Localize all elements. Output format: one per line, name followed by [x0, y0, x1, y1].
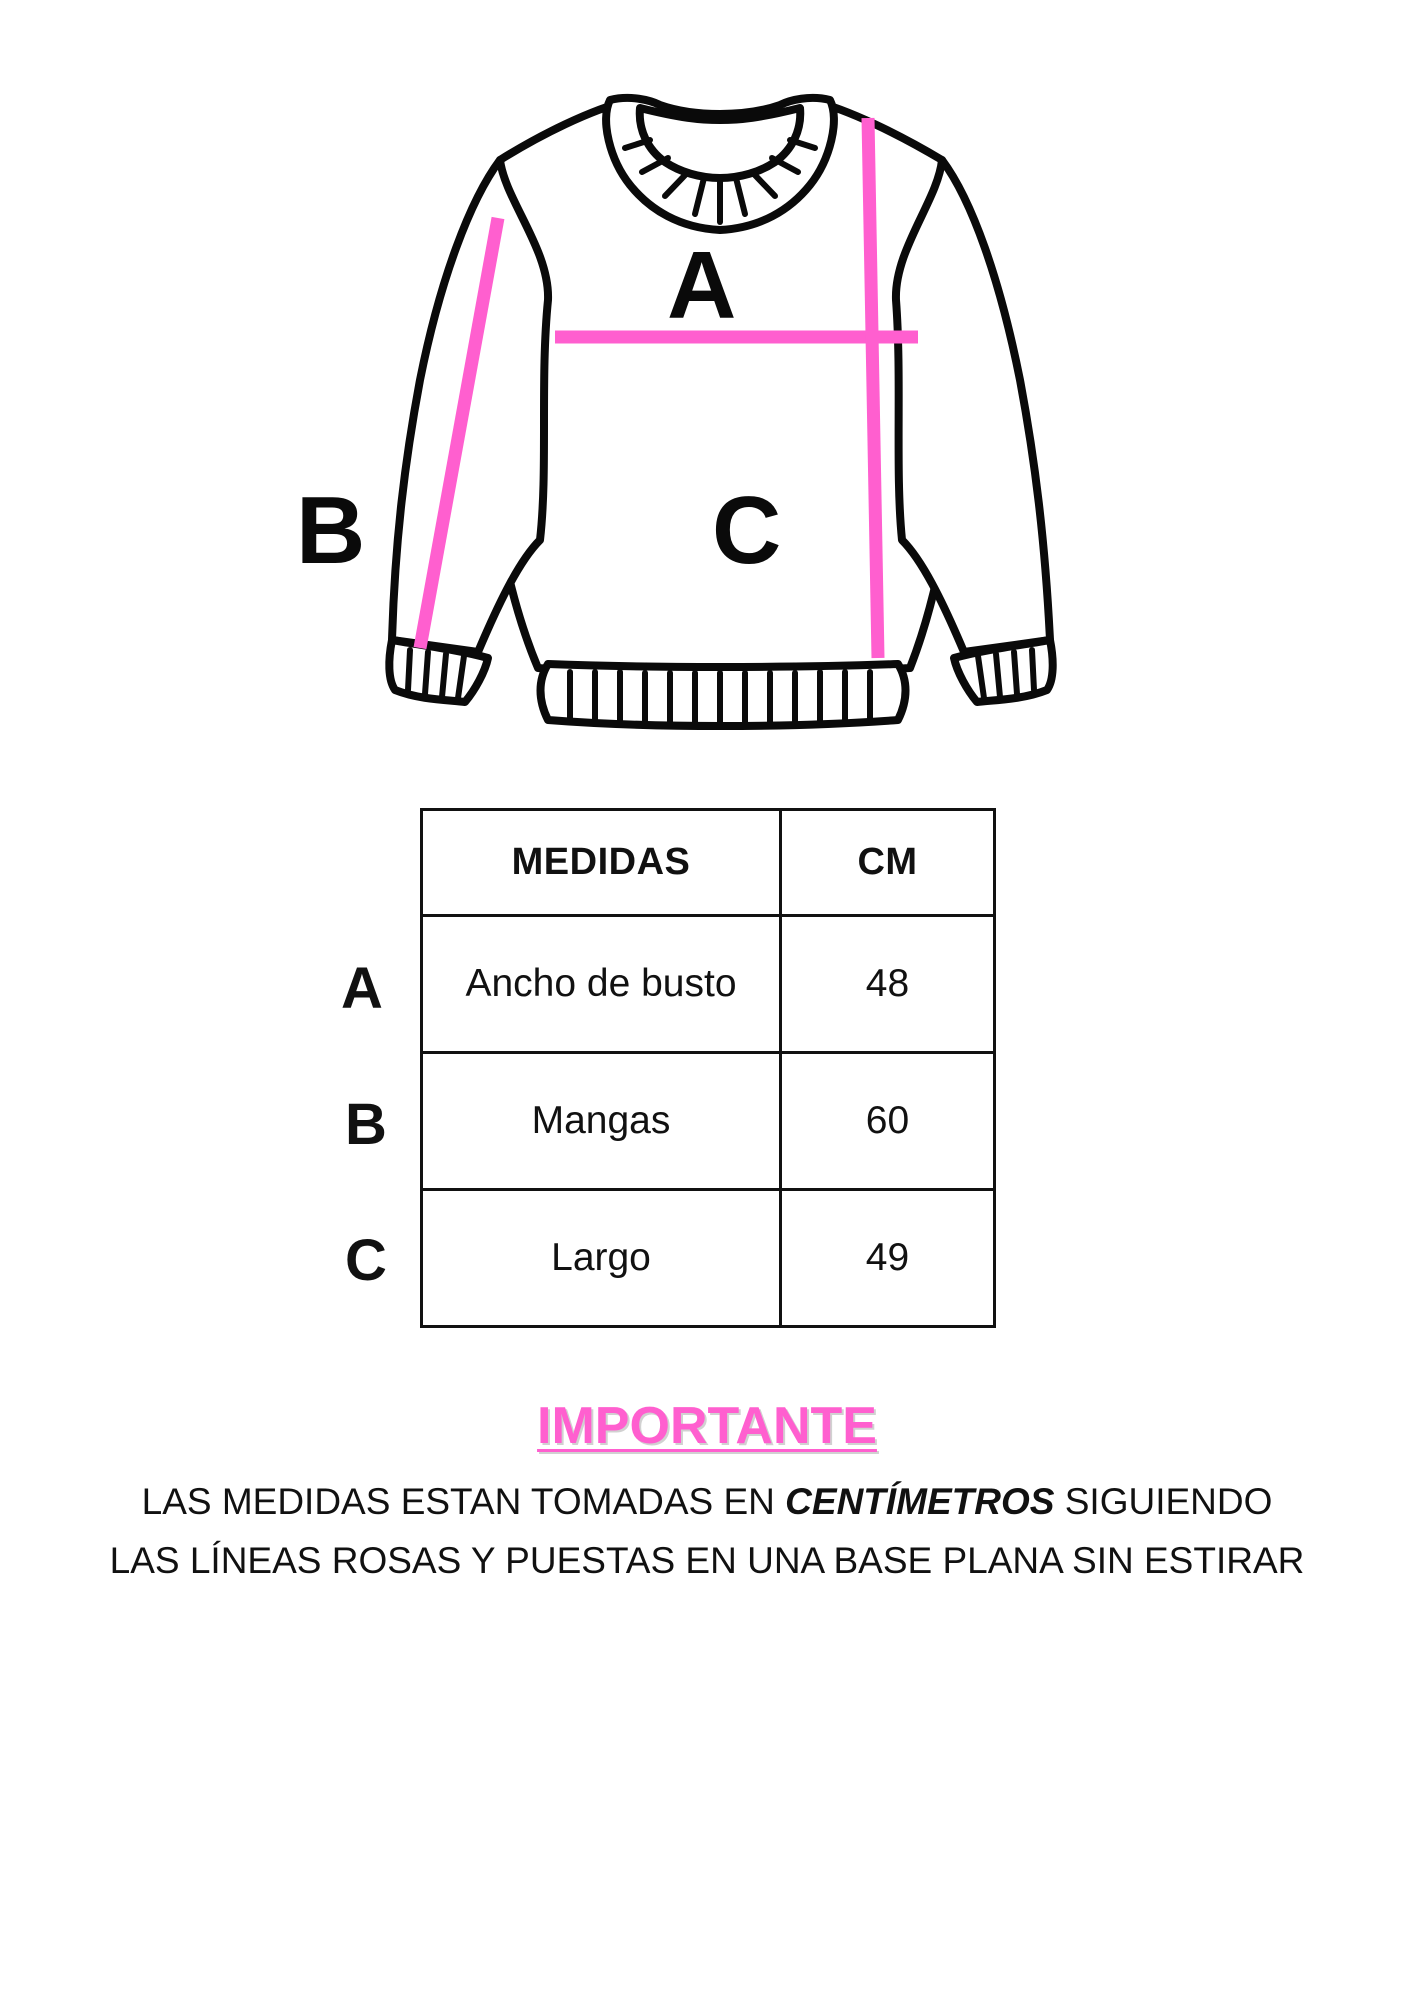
- diagram-label-b: B: [296, 477, 366, 584]
- header-medidas: MEDIDAS: [422, 810, 781, 916]
- cell-name-b: Mangas: [422, 1053, 781, 1190]
- cell-value-b: 60: [781, 1053, 995, 1190]
- row-letter-a: A: [341, 956, 383, 1021]
- row-letter-c: C: [345, 1228, 387, 1293]
- measurements-table: [420, 808, 996, 1328]
- note-line-1-emphasis: CENTÍMETROS: [785, 1481, 1055, 1522]
- table-row: [422, 1053, 995, 1190]
- diagram-label-c: C: [712, 477, 782, 584]
- note-line-2: LAS LÍNEAS ROSAS Y PUESTAS EN UNA BASE PLANA SIN ESTIRAR: [109, 1540, 1305, 1581]
- cell-value-c: 49: [781, 1190, 995, 1327]
- diagram-label-a: A: [667, 232, 737, 339]
- row-letter-b: B: [345, 1092, 387, 1157]
- note-line-1: [0, 1483, 1414, 1520]
- table-row: [422, 916, 995, 1053]
- cell-name-a: Ancho de busto: [422, 916, 781, 1053]
- note-line-1-before: LAS MEDIDAS ESTAN TOMADAS EN: [141, 1481, 786, 1522]
- measurements-table-wrapper: [420, 808, 996, 1328]
- important-heading: IMPORTANTE: [537, 1397, 877, 1455]
- cell-value-a: 48: [781, 916, 995, 1053]
- note-line-1-after: SIGUIENDO: [1054, 1481, 1273, 1522]
- cell-name-c: Largo: [422, 1190, 781, 1327]
- header-cm: CM: [781, 810, 995, 916]
- table-row: [422, 1190, 995, 1327]
- sweater-diagram: [0, 0, 1414, 760]
- table-header-row: [422, 810, 995, 916]
